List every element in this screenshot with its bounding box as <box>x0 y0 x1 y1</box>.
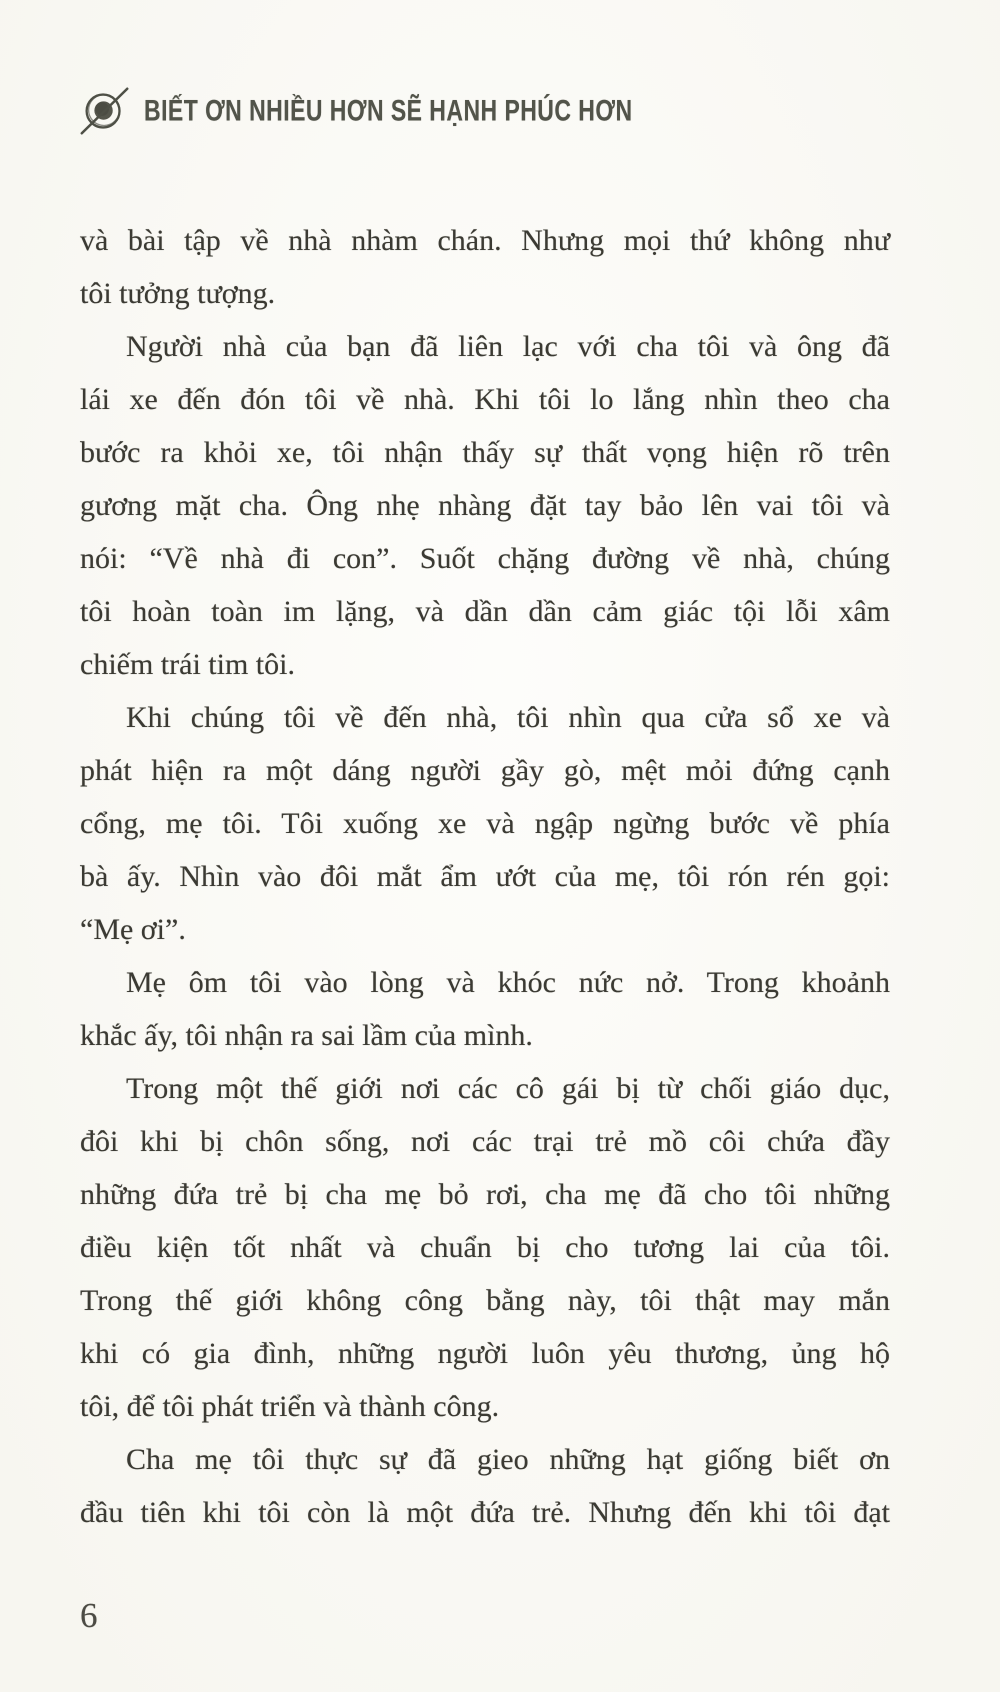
text-line: Khi chúng tôi về đến nhà, tôi nhìn qua cửa sổ xe và <box>126 701 890 734</box>
text-line: và bài tập về nhà nhàm chán. Nhưng mọi thứ không như <box>80 224 890 257</box>
page-number: 6 <box>80 1596 98 1635</box>
text-line: “Mẹ ơi”. <box>80 913 186 946</box>
paragraph <box>80 1062 890 1433</box>
paragraph <box>80 320 890 691</box>
text-line: Trong một thế giới nơi các cô gái bị từ chối giáo dục, <box>126 1072 890 1105</box>
text-line: tôi, để tôi phát triển và thành công. <box>80 1390 500 1423</box>
text-line: bước ra khỏi xe, tôi nhận thấy sự thất vọng hiện rõ trên <box>80 436 890 469</box>
paragraph <box>80 691 890 956</box>
text-line: tôi tưởng tượng. <box>80 277 276 310</box>
paragraph <box>80 1433 890 1539</box>
text-line: Người nhà của bạn đã liên lạc với cha tôi và ông đã <box>126 330 890 363</box>
text-line: Cha mẹ tôi thực sự đã gieo những hạt giống biết ơn <box>126 1443 890 1476</box>
text-line: điều kiện tốt nhất và chuẩn bị cho tương lai của tôi. <box>80 1231 890 1264</box>
text-line: chiếm trái tim tôi. <box>80 648 295 681</box>
text-block <box>80 214 890 1539</box>
text-line: phát hiện ra một dáng người gầy gò, mệt mỏi đứng cạnh <box>80 754 890 787</box>
text-line: cổng, mẹ tôi. Tôi xuống xe và ngập ngừng bước về phía <box>80 807 890 840</box>
text-line: Mẹ ôm tôi vào lòng và khóc nức nở. Trong khoảnh <box>126 966 890 999</box>
text-line: khi có gia đình, những người luôn yêu thương, ủng hộ <box>80 1337 890 1370</box>
text-line: đôi khi bị chôn sống, nơi các trại trẻ mồ côi chứa đầy <box>80 1125 890 1158</box>
text-line: gương mặt cha. Ông nhẹ nhàng đặt tay bảo lên vai tôi và <box>80 489 890 522</box>
text-line: lái xe đến đón tôi về nhà. Khi tôi lo lắng nhìn theo cha <box>80 383 890 416</box>
paragraph <box>80 956 890 1062</box>
text-line: bà ấy. Nhìn vào đôi mắt ẩm ướt của mẹ, tôi rón rén gọi: <box>80 860 890 893</box>
running-header <box>76 82 675 140</box>
text-line: tôi hoàn toàn im lặng, và dần dần cảm giác tội lỗi xâm <box>80 595 890 628</box>
scribble-crossed-circle-icon <box>76 82 134 140</box>
text-line: những đứa trẻ bị cha mẹ bỏ rơi, cha mẹ đã cho tôi những <box>80 1178 890 1211</box>
text-line: nói: “Về nhà đi con”. Suốt chặng đường về nhà, chúng <box>80 542 890 575</box>
running-header-title: BIẾT ƠN NHIỀU HƠN SẼ HẠNH PHÚC HƠN <box>144 93 633 127</box>
text-line: khắc ấy, tôi nhận ra sai lầm của mình. <box>80 1019 533 1052</box>
text-line: đầu tiên khi tôi còn là một đứa trẻ. Nhưng đến khi tôi đạt <box>80 1496 890 1529</box>
text-line: Trong thế giới không công bằng này, tôi thật may mắn <box>80 1284 890 1317</box>
paragraph <box>80 214 890 320</box>
